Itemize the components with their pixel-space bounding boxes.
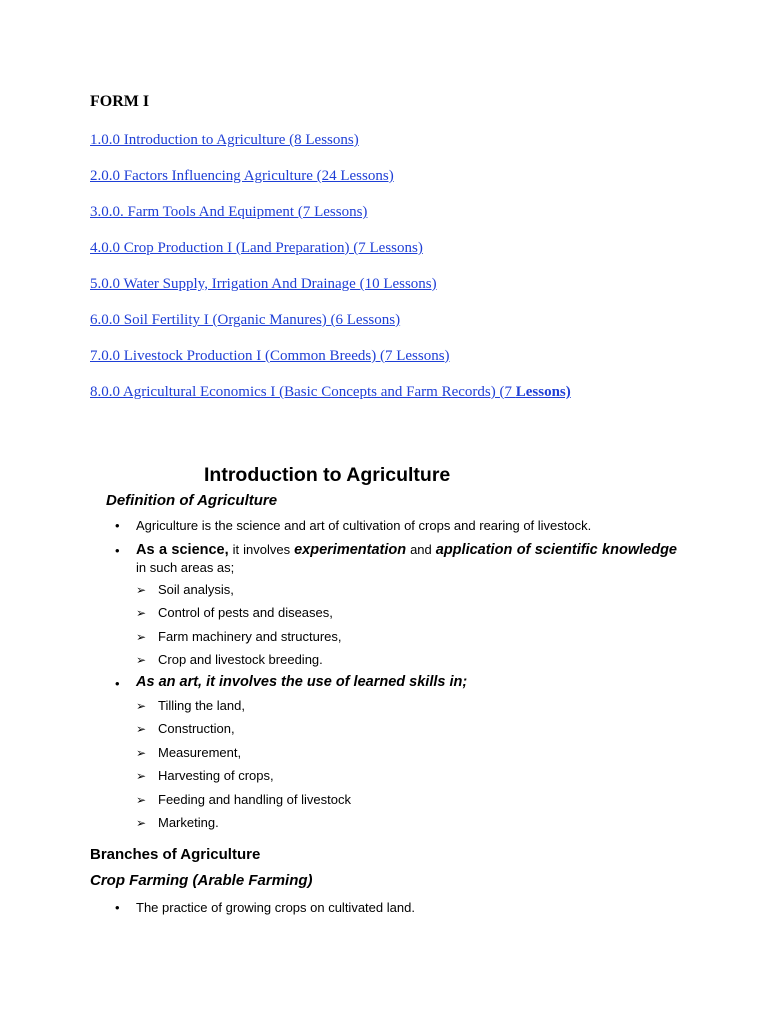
bullet-icon: • (115, 900, 120, 915)
toc-item (90, 275, 571, 311)
toc-item (90, 203, 571, 239)
toc-link-8-bold-tail: Lessons) (515, 384, 571, 400)
toc-link-2[interactable]: 2.0.0 Factors Influencing Agriculture (24 Lessons) (90, 168, 394, 184)
toc-link-6[interactable]: 6.0.0 Soil Fertility I (Organic Manures) (6 Lessons) (90, 312, 401, 328)
list-item (136, 582, 342, 605)
arrow-bullet-icon: ➢ (136, 745, 147, 760)
arrow-bullet-icon: ➢ (136, 699, 147, 713)
list-item-text: Marketing. (158, 814, 219, 830)
crop-farming-heading: Crop Farming (Arable Farming) (90, 872, 313, 889)
list-item (136, 721, 351, 744)
list-item (136, 792, 351, 815)
bullet-icon: • (115, 676, 120, 691)
bullet-icon: • (115, 518, 120, 533)
arrow-bullet-icon: ➢ (136, 769, 147, 784)
toc-item (90, 311, 571, 347)
toc-link-8-text: 8.0.0 Agricultural Economics I (Basic Concepts and Farm Records) (7 (90, 384, 516, 400)
toc-link-3[interactable]: 3.0.0. Farm Tools And Equipment (7 Lessons) (90, 204, 368, 220)
list-item (136, 768, 351, 791)
list-item-text: Soil analysis, (158, 582, 234, 597)
art-paragraph: As an art, it involves the use of learned skills in; (136, 674, 468, 690)
science-list (136, 582, 342, 676)
toc-link-5[interactable]: 5.0.0 Water Supply, Irrigation And Drainage (10 Lessons) (90, 276, 437, 292)
toc-link-1[interactable]: 1.0.0 Introduction to Agriculture (8 Lessons) (90, 132, 359, 148)
toc-item (90, 383, 571, 419)
list-item (136, 605, 342, 628)
list-item-text: Measurement, (158, 744, 242, 760)
list-item-text: Crop and livestock breeding. (158, 652, 323, 668)
definition-heading: Definition of Agriculture (106, 492, 278, 509)
list-item-text: Construction, (158, 721, 235, 737)
toc-link-4[interactable]: 4.0.0 Crop Production I (Land Preparation) (7 Lessons) (90, 240, 423, 256)
list-item-text: Harvesting of crops, (158, 768, 274, 784)
science-emphasis-2: application of scientific knowledge (435, 542, 677, 558)
toc-link-7[interactable]: 7.0.0 Livestock Production I (Common Breeds) (7 Lessons) (90, 348, 450, 364)
arrow-bullet-icon: ➢ (136, 653, 147, 668)
list-item-text: Tilling the land, (158, 698, 245, 713)
science-paragraph (136, 541, 677, 576)
science-text-2: and (406, 542, 436, 557)
list-item-text: Farm machinery and structures, (158, 628, 342, 644)
arrow-bullet-icon: ➢ (136, 583, 147, 597)
toc-link-8[interactable] (90, 384, 571, 400)
arrow-bullet-icon: ➢ (136, 606, 147, 621)
list-item (136, 815, 351, 838)
art-list (136, 698, 351, 838)
section-title: Introduction to Agriculture (204, 464, 451, 486)
bullet-icon: • (115, 543, 120, 558)
list-item-text: Control of pests and diseases, (158, 605, 333, 621)
list-item (136, 745, 351, 768)
toc-item (90, 167, 571, 203)
list-item-text: Feeding and handling of livestock (158, 791, 351, 807)
science-lead: As a science, (136, 542, 229, 558)
science-emphasis-1: experimentation (294, 542, 407, 558)
list-item (136, 629, 342, 652)
toc-item (90, 347, 571, 383)
toc-item (90, 131, 571, 167)
list-item (136, 652, 342, 675)
toc-item (90, 239, 571, 275)
arrow-bullet-icon: ➢ (136, 722, 147, 737)
arrow-bullet-icon: ➢ (136, 792, 147, 807)
table-of-contents (90, 131, 571, 419)
branches-heading: Branches of Agriculture (90, 846, 261, 863)
science-text-1: it involves (228, 542, 295, 557)
form-title: FORM I (90, 93, 150, 110)
crop-farming-definition: The practice of growing crops on cultivated land. (136, 900, 415, 915)
list-item (136, 698, 351, 721)
arrow-bullet-icon: ➢ (136, 815, 147, 830)
definition-text: Agriculture is the science and art of cultivation of crops and rearing of livestock. (136, 518, 592, 533)
arrow-bullet-icon: ➢ (136, 629, 147, 644)
science-text-3: in such areas as; (136, 560, 235, 575)
